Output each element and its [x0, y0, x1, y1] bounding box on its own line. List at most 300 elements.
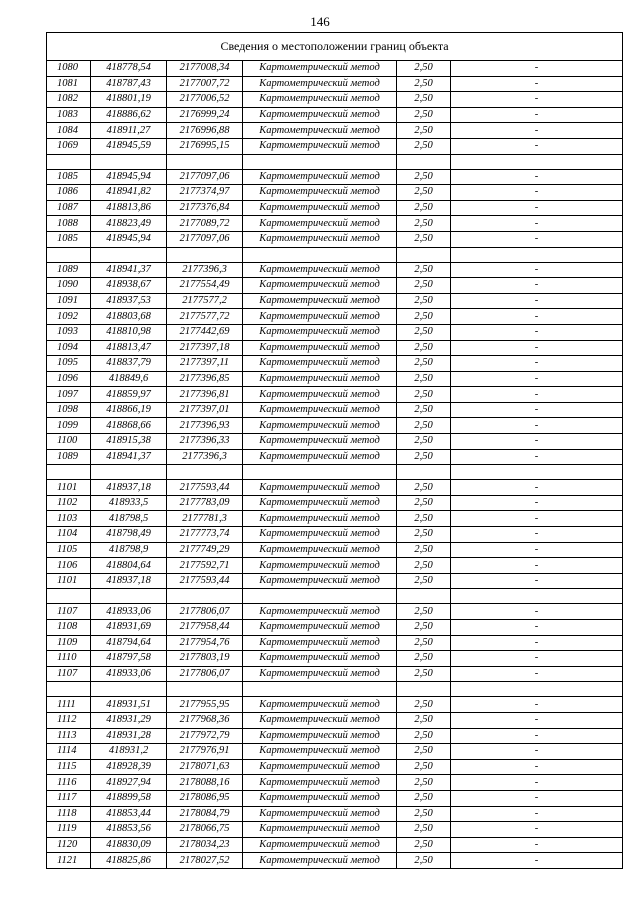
accuracy-cell: 2,50 — [397, 387, 451, 403]
description-cell: - — [451, 61, 623, 77]
y-coordinate-cell: 2177783,09 — [167, 495, 243, 511]
method-cell: Картометрический метод — [243, 356, 397, 372]
description-cell: - — [451, 759, 623, 775]
point-number-cell: 1109 — [47, 635, 91, 651]
description-cell: - — [451, 697, 623, 713]
table-row — [47, 216, 623, 232]
table-row — [47, 511, 623, 527]
accuracy-cell: 2,50 — [397, 76, 451, 92]
point-number-cell: 1101 — [47, 480, 91, 496]
point-number-cell: 1089 — [47, 262, 91, 278]
x-coordinate-cell: 418830,09 — [91, 837, 167, 853]
group-separator-row — [47, 465, 623, 480]
table-row — [47, 356, 623, 372]
description-cell: - — [451, 138, 623, 154]
x-coordinate-cell: 418859,97 — [91, 387, 167, 403]
accuracy-cell: 2,50 — [397, 635, 451, 651]
group-separator-row — [47, 247, 623, 262]
page-number: 146 — [310, 14, 330, 29]
separator-cell — [397, 465, 451, 480]
description-cell: - — [451, 666, 623, 682]
point-number-cell: 1111 — [47, 697, 91, 713]
description-cell: - — [451, 542, 623, 558]
table-row — [47, 759, 623, 775]
method-cell: Картометрический метод — [243, 309, 397, 325]
accuracy-cell: 2,50 — [397, 231, 451, 247]
separator-cell — [451, 247, 623, 262]
separator-cell — [167, 682, 243, 697]
x-coordinate-cell: 418787,43 — [91, 76, 167, 92]
table-row — [47, 527, 623, 543]
separator-cell — [167, 154, 243, 169]
accuracy-cell: 2,50 — [397, 480, 451, 496]
description-cell: - — [451, 604, 623, 620]
x-coordinate-cell: 418798,5 — [91, 511, 167, 527]
x-coordinate-cell: 418810,98 — [91, 324, 167, 340]
separator-cell — [397, 682, 451, 697]
y-coordinate-cell: 2177592,71 — [167, 558, 243, 574]
description-cell: - — [451, 262, 623, 278]
description-cell: - — [451, 806, 623, 822]
x-coordinate-cell: 418941,37 — [91, 449, 167, 465]
description-cell: - — [451, 123, 623, 139]
accuracy-cell: 2,50 — [397, 92, 451, 108]
accuracy-cell: 2,50 — [397, 697, 451, 713]
table-row — [47, 635, 623, 651]
accuracy-cell: 2,50 — [397, 138, 451, 154]
description-cell: - — [451, 495, 623, 511]
group-separator-row — [47, 682, 623, 697]
description-cell: - — [451, 371, 623, 387]
description-cell: - — [451, 231, 623, 247]
accuracy-cell: 2,50 — [397, 356, 451, 372]
y-coordinate-cell: 2177958,44 — [167, 620, 243, 636]
accuracy-cell: 2,50 — [397, 185, 451, 201]
y-coordinate-cell: 2178084,79 — [167, 806, 243, 822]
separator-cell — [243, 154, 397, 169]
table-row — [47, 790, 623, 806]
accuracy-cell: 2,50 — [397, 293, 451, 309]
point-number-cell: 1117 — [47, 790, 91, 806]
y-coordinate-cell: 2177803,19 — [167, 651, 243, 667]
y-coordinate-cell: 2177806,07 — [167, 604, 243, 620]
description-cell: - — [451, 92, 623, 108]
table-row — [47, 340, 623, 356]
x-coordinate-cell: 418937,18 — [91, 480, 167, 496]
y-coordinate-cell: 2177442,69 — [167, 324, 243, 340]
accuracy-cell: 2,50 — [397, 402, 451, 418]
separator-cell — [451, 465, 623, 480]
accuracy-cell: 2,50 — [397, 309, 451, 325]
description-cell: - — [451, 387, 623, 403]
table-row — [47, 231, 623, 247]
boundary-table — [46, 32, 623, 869]
method-cell: Картометрический метод — [243, 216, 397, 232]
y-coordinate-cell: 2177397,01 — [167, 402, 243, 418]
point-number-cell: 1090 — [47, 278, 91, 294]
table-body — [47, 33, 623, 869]
table-row — [47, 309, 623, 325]
y-coordinate-cell: 2177097,06 — [167, 231, 243, 247]
table-title: Сведения о местоположении границ объекта — [47, 33, 623, 61]
separator-cell — [397, 589, 451, 604]
separator-cell — [451, 154, 623, 169]
description-cell: - — [451, 169, 623, 185]
accuracy-cell: 2,50 — [397, 61, 451, 77]
table-row — [47, 418, 623, 434]
table-row — [47, 61, 623, 77]
x-coordinate-cell: 418933,06 — [91, 604, 167, 620]
x-coordinate-cell: 418813,47 — [91, 340, 167, 356]
description-cell: - — [451, 480, 623, 496]
description-cell: - — [451, 449, 623, 465]
method-cell: Картометрический метод — [243, 728, 397, 744]
table-row — [47, 324, 623, 340]
table-row — [47, 138, 623, 154]
separator-cell — [91, 589, 167, 604]
table-row — [47, 853, 623, 869]
separator-cell — [47, 589, 91, 604]
method-cell: Картометрический метод — [243, 651, 397, 667]
point-number-cell: 1121 — [47, 853, 91, 869]
accuracy-cell: 2,50 — [397, 527, 451, 543]
x-coordinate-cell: 418798,49 — [91, 527, 167, 543]
x-coordinate-cell: 418794,64 — [91, 635, 167, 651]
x-coordinate-cell: 418804,64 — [91, 558, 167, 574]
point-number-cell: 1085 — [47, 169, 91, 185]
point-number-cell: 1118 — [47, 806, 91, 822]
description-cell: - — [451, 200, 623, 216]
separator-cell — [167, 465, 243, 480]
y-coordinate-cell: 2177397,11 — [167, 356, 243, 372]
x-coordinate-cell: 418899,58 — [91, 790, 167, 806]
y-coordinate-cell: 2177089,72 — [167, 216, 243, 232]
accuracy-cell: 2,50 — [397, 651, 451, 667]
x-coordinate-cell: 418798,9 — [91, 542, 167, 558]
table-row — [47, 449, 623, 465]
description-cell: - — [451, 744, 623, 760]
accuracy-cell: 2,50 — [397, 620, 451, 636]
table-row — [47, 387, 623, 403]
y-coordinate-cell: 2177397,18 — [167, 340, 243, 356]
separator-cell — [167, 247, 243, 262]
separator-cell — [91, 682, 167, 697]
description-cell: - — [451, 278, 623, 294]
y-coordinate-cell: 2177593,44 — [167, 480, 243, 496]
table-row — [47, 123, 623, 139]
group-separator-row — [47, 589, 623, 604]
y-coordinate-cell: 2177006,52 — [167, 92, 243, 108]
y-coordinate-cell: 2177593,44 — [167, 573, 243, 589]
accuracy-cell: 2,50 — [397, 806, 451, 822]
y-coordinate-cell: 2177396,93 — [167, 418, 243, 434]
table-row — [47, 278, 623, 294]
method-cell: Картометрический метод — [243, 92, 397, 108]
point-number-cell: 1088 — [47, 216, 91, 232]
method-cell: Картометрический метод — [243, 822, 397, 838]
x-coordinate-cell: 418803,68 — [91, 309, 167, 325]
table-row — [47, 262, 623, 278]
method-cell: Картометрический метод — [243, 324, 397, 340]
method-cell: Картометрический метод — [243, 604, 397, 620]
table-row — [47, 293, 623, 309]
y-coordinate-cell: 2178027,52 — [167, 853, 243, 869]
separator-cell — [451, 682, 623, 697]
y-coordinate-cell: 2177396,33 — [167, 434, 243, 450]
table-row — [47, 775, 623, 791]
y-coordinate-cell: 2178034,23 — [167, 837, 243, 853]
point-number-cell: 1101 — [47, 573, 91, 589]
accuracy-cell: 2,50 — [397, 853, 451, 869]
separator-cell — [167, 589, 243, 604]
x-coordinate-cell: 418941,37 — [91, 262, 167, 278]
point-number-cell: 1107 — [47, 604, 91, 620]
separator-cell — [397, 154, 451, 169]
accuracy-cell: 2,50 — [397, 666, 451, 682]
y-coordinate-cell: 2178071,63 — [167, 759, 243, 775]
point-number-cell: 1083 — [47, 107, 91, 123]
y-coordinate-cell: 2177773,74 — [167, 527, 243, 543]
separator-cell — [47, 154, 91, 169]
method-cell: Картометрический метод — [243, 200, 397, 216]
table-row — [47, 822, 623, 838]
method-cell: Картометрический метод — [243, 61, 397, 77]
x-coordinate-cell: 418849,6 — [91, 371, 167, 387]
point-number-cell: 1114 — [47, 744, 91, 760]
x-coordinate-cell: 418853,56 — [91, 822, 167, 838]
separator-cell — [47, 247, 91, 262]
point-number-cell: 1102 — [47, 495, 91, 511]
method-cell: Картометрический метод — [243, 434, 397, 450]
table-row — [47, 185, 623, 201]
method-cell: Картометрический метод — [243, 123, 397, 139]
description-cell: - — [451, 573, 623, 589]
method-cell: Картометрический метод — [243, 495, 397, 511]
point-number-cell: 1084 — [47, 123, 91, 139]
point-number-cell: 1098 — [47, 402, 91, 418]
y-coordinate-cell: 2176996,88 — [167, 123, 243, 139]
x-coordinate-cell: 418886,62 — [91, 107, 167, 123]
group-separator-row — [47, 154, 623, 169]
point-number-cell: 1099 — [47, 418, 91, 434]
point-number-cell: 1113 — [47, 728, 91, 744]
description-cell: - — [451, 620, 623, 636]
x-coordinate-cell: 418931,29 — [91, 712, 167, 728]
x-coordinate-cell: 418823,49 — [91, 216, 167, 232]
method-cell: Картометрический метод — [243, 744, 397, 760]
method-cell: Картометрический метод — [243, 620, 397, 636]
x-coordinate-cell: 418945,59 — [91, 138, 167, 154]
y-coordinate-cell: 2178066,75 — [167, 822, 243, 838]
accuracy-cell: 2,50 — [397, 107, 451, 123]
method-cell: Картометрический метод — [243, 573, 397, 589]
method-cell: Картометрический метод — [243, 480, 397, 496]
description-cell: - — [451, 309, 623, 325]
method-cell: Картометрический метод — [243, 775, 397, 791]
x-coordinate-cell: 418853,44 — [91, 806, 167, 822]
accuracy-cell: 2,50 — [397, 728, 451, 744]
accuracy-cell: 2,50 — [397, 558, 451, 574]
y-coordinate-cell: 2177806,07 — [167, 666, 243, 682]
separator-cell — [47, 465, 91, 480]
method-cell: Картометрический метод — [243, 418, 397, 434]
y-coordinate-cell: 2177577,72 — [167, 309, 243, 325]
method-cell: Картометрический метод — [243, 511, 397, 527]
y-coordinate-cell: 2177396,85 — [167, 371, 243, 387]
method-cell: Картометрический метод — [243, 853, 397, 869]
description-cell: - — [451, 324, 623, 340]
table-row — [47, 558, 623, 574]
table-row — [47, 604, 623, 620]
description-cell: - — [451, 216, 623, 232]
method-cell: Картометрический метод — [243, 185, 397, 201]
x-coordinate-cell: 418778,54 — [91, 61, 167, 77]
x-coordinate-cell: 418933,5 — [91, 495, 167, 511]
description-cell: - — [451, 558, 623, 574]
point-number-cell: 1100 — [47, 434, 91, 450]
point-number-cell: 1091 — [47, 293, 91, 309]
point-number-cell: 1092 — [47, 309, 91, 325]
y-coordinate-cell: 2177374,97 — [167, 185, 243, 201]
table-row — [47, 573, 623, 589]
accuracy-cell: 2,50 — [397, 278, 451, 294]
point-number-cell: 1082 — [47, 92, 91, 108]
x-coordinate-cell: 418945,94 — [91, 169, 167, 185]
x-coordinate-cell: 418937,18 — [91, 573, 167, 589]
method-cell: Картометрический метод — [243, 666, 397, 682]
description-cell: - — [451, 527, 623, 543]
separator-cell — [91, 154, 167, 169]
table-row — [47, 371, 623, 387]
point-number-cell: 1115 — [47, 759, 91, 775]
y-coordinate-cell: 2177376,84 — [167, 200, 243, 216]
separator-cell — [451, 589, 623, 604]
table-row — [47, 107, 623, 123]
separator-cell — [91, 465, 167, 480]
accuracy-cell: 2,50 — [397, 324, 451, 340]
y-coordinate-cell: 2177097,06 — [167, 169, 243, 185]
accuracy-cell: 2,50 — [397, 775, 451, 791]
x-coordinate-cell: 418911,27 — [91, 123, 167, 139]
description-cell: - — [451, 837, 623, 853]
accuracy-cell: 2,50 — [397, 262, 451, 278]
point-number-cell: 1107 — [47, 666, 91, 682]
x-coordinate-cell: 418868,66 — [91, 418, 167, 434]
accuracy-cell: 2,50 — [397, 822, 451, 838]
method-cell: Картометрический метод — [243, 138, 397, 154]
point-number-cell: 1095 — [47, 356, 91, 372]
point-number-cell: 1080 — [47, 61, 91, 77]
y-coordinate-cell: 2177396,81 — [167, 387, 243, 403]
accuracy-cell: 2,50 — [397, 200, 451, 216]
y-coordinate-cell: 2177968,36 — [167, 712, 243, 728]
accuracy-cell: 2,50 — [397, 511, 451, 527]
accuracy-cell: 2,50 — [397, 449, 451, 465]
method-cell: Картометрический метод — [243, 542, 397, 558]
point-number-cell: 1087 — [47, 200, 91, 216]
accuracy-cell: 2,50 — [397, 744, 451, 760]
description-cell: - — [451, 356, 623, 372]
x-coordinate-cell: 418945,94 — [91, 231, 167, 247]
accuracy-cell: 2,50 — [397, 434, 451, 450]
description-cell: - — [451, 651, 623, 667]
description-cell: - — [451, 853, 623, 869]
description-cell: - — [451, 293, 623, 309]
table-row — [47, 402, 623, 418]
y-coordinate-cell: 2177396,3 — [167, 262, 243, 278]
point-number-cell: 1097 — [47, 387, 91, 403]
y-coordinate-cell: 2177954,76 — [167, 635, 243, 651]
point-number-cell: 1103 — [47, 511, 91, 527]
method-cell: Картометрический метод — [243, 837, 397, 853]
x-coordinate-cell: 418801,19 — [91, 92, 167, 108]
y-coordinate-cell: 2177008,34 — [167, 61, 243, 77]
table-row — [47, 712, 623, 728]
separator-cell — [243, 589, 397, 604]
accuracy-cell: 2,50 — [397, 790, 451, 806]
accuracy-cell: 2,50 — [397, 837, 451, 853]
description-cell: - — [451, 185, 623, 201]
y-coordinate-cell: 2176995,15 — [167, 138, 243, 154]
point-number-cell: 1096 — [47, 371, 91, 387]
method-cell: Картометрический метод — [243, 790, 397, 806]
x-coordinate-cell: 418866,19 — [91, 402, 167, 418]
separator-cell — [243, 682, 397, 697]
accuracy-cell: 2,50 — [397, 759, 451, 775]
method-cell: Картометрический метод — [243, 231, 397, 247]
description-cell: - — [451, 511, 623, 527]
method-cell: Картометрический метод — [243, 169, 397, 185]
accuracy-cell: 2,50 — [397, 123, 451, 139]
separator-cell — [91, 247, 167, 262]
separator-cell — [243, 465, 397, 480]
description-cell: - — [451, 790, 623, 806]
method-cell: Картометрический метод — [243, 635, 397, 651]
method-cell: Картометрический метод — [243, 449, 397, 465]
y-coordinate-cell: 2177976,91 — [167, 744, 243, 760]
description-cell: - — [451, 340, 623, 356]
separator-cell — [397, 247, 451, 262]
x-coordinate-cell: 418941,82 — [91, 185, 167, 201]
accuracy-cell: 2,50 — [397, 169, 451, 185]
point-number-cell: 1105 — [47, 542, 91, 558]
point-number-cell: 1106 — [47, 558, 91, 574]
point-number-cell: 1086 — [47, 185, 91, 201]
method-cell: Картометрический метод — [243, 293, 397, 309]
table-row — [47, 806, 623, 822]
table-header-row — [47, 33, 623, 61]
x-coordinate-cell: 418837,79 — [91, 356, 167, 372]
table-row — [47, 837, 623, 853]
table-row — [47, 744, 623, 760]
table-row — [47, 651, 623, 667]
description-cell: - — [451, 76, 623, 92]
x-coordinate-cell: 418797,58 — [91, 651, 167, 667]
accuracy-cell: 2,50 — [397, 495, 451, 511]
description-cell: - — [451, 775, 623, 791]
y-coordinate-cell: 2177972,79 — [167, 728, 243, 744]
description-cell: - — [451, 822, 623, 838]
point-number-cell: 1093 — [47, 324, 91, 340]
point-number-cell: 1081 — [47, 76, 91, 92]
y-coordinate-cell: 2177554,49 — [167, 278, 243, 294]
method-cell: Картометрический метод — [243, 76, 397, 92]
method-cell: Картометрический метод — [243, 340, 397, 356]
y-coordinate-cell: 2177007,72 — [167, 76, 243, 92]
accuracy-cell: 2,50 — [397, 340, 451, 356]
description-cell: - — [451, 635, 623, 651]
table-row — [47, 480, 623, 496]
